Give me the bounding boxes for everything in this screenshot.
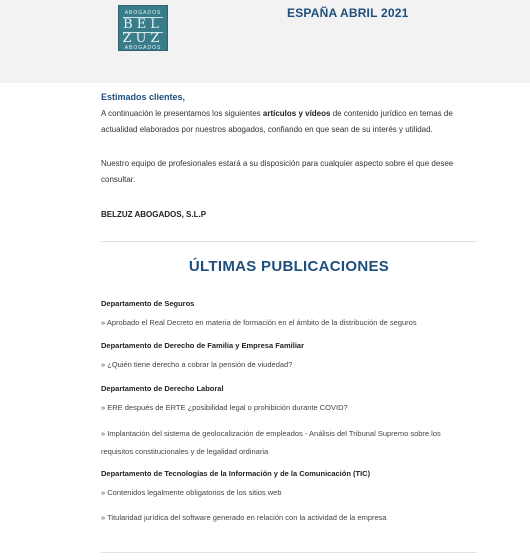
publication-link[interactable]: » Implantación del sistema de geolocalización de empleados - Análisis del Tribunal Supremo sobre los requisitos constitucionales y de legalidad ordinaria xyxy=(101,429,441,456)
publication-link[interactable]: » ERE después de ERTE ¿posibilidad legal o prohibición durante COVID? xyxy=(101,403,348,412)
edition-title: ESPAÑA ABRIL 2021 xyxy=(287,6,409,20)
contact-paragraph: Nuestro equipo de profesionales estará a su disposición para cualquier aspecto sobre el que desee consultar. xyxy=(101,159,454,184)
signature: BELZUZ ABOGADOS, S.L.P xyxy=(101,210,207,219)
publication-link[interactable]: » Titularidad jurídica del software generado en relación con la actividad de la empresa xyxy=(101,513,387,522)
divider-top xyxy=(101,241,477,242)
company-logo[interactable] xyxy=(118,5,168,51)
department-heading: Departamento de Derecho de Familia y Empresa Familiar xyxy=(101,341,304,350)
publication-link[interactable]: » Aprobado el Real Decreto en materia de formación en el ámbito de la distribución de seguros xyxy=(101,318,417,327)
intro-text-bold: artículos y vídeos xyxy=(262,109,331,118)
section-title: ÚLTIMAS PUBLICACIONES xyxy=(188,258,390,275)
intro-text-a: A continuación le presentamos los siguientes xyxy=(101,109,263,118)
logo-top-text: ABOGADOS xyxy=(124,10,162,16)
publication-link[interactable]: » Contenidos legalmente obligatorios de los sitios web xyxy=(101,488,282,497)
department-heading: Departamento de Tecnologías de la Información y de la Comunicación (TIC) xyxy=(101,469,371,478)
logo-text-line2: ZUZ xyxy=(122,31,164,46)
header-band xyxy=(0,0,530,83)
divider-bottom xyxy=(101,552,477,553)
logo-text-line1: BEL xyxy=(123,17,163,32)
logo-bottom-text: ABOGADOS xyxy=(124,45,162,51)
intro-text-c: de contenido jurídico en temas de actualidad elaborados por nuestros abogados, confiando en que sean de su interés y utilidad. xyxy=(101,109,453,134)
greeting: Estimados clientes, xyxy=(101,92,186,102)
publication-link[interactable]: » ¿Quién tiene derecho a cobrar la pensión de viudedad? xyxy=(101,360,293,369)
department-heading: Departamento de Seguros xyxy=(101,299,195,308)
intro-paragraph xyxy=(101,106,481,138)
department-heading: Departamento de Derecho Laboral xyxy=(101,384,224,393)
